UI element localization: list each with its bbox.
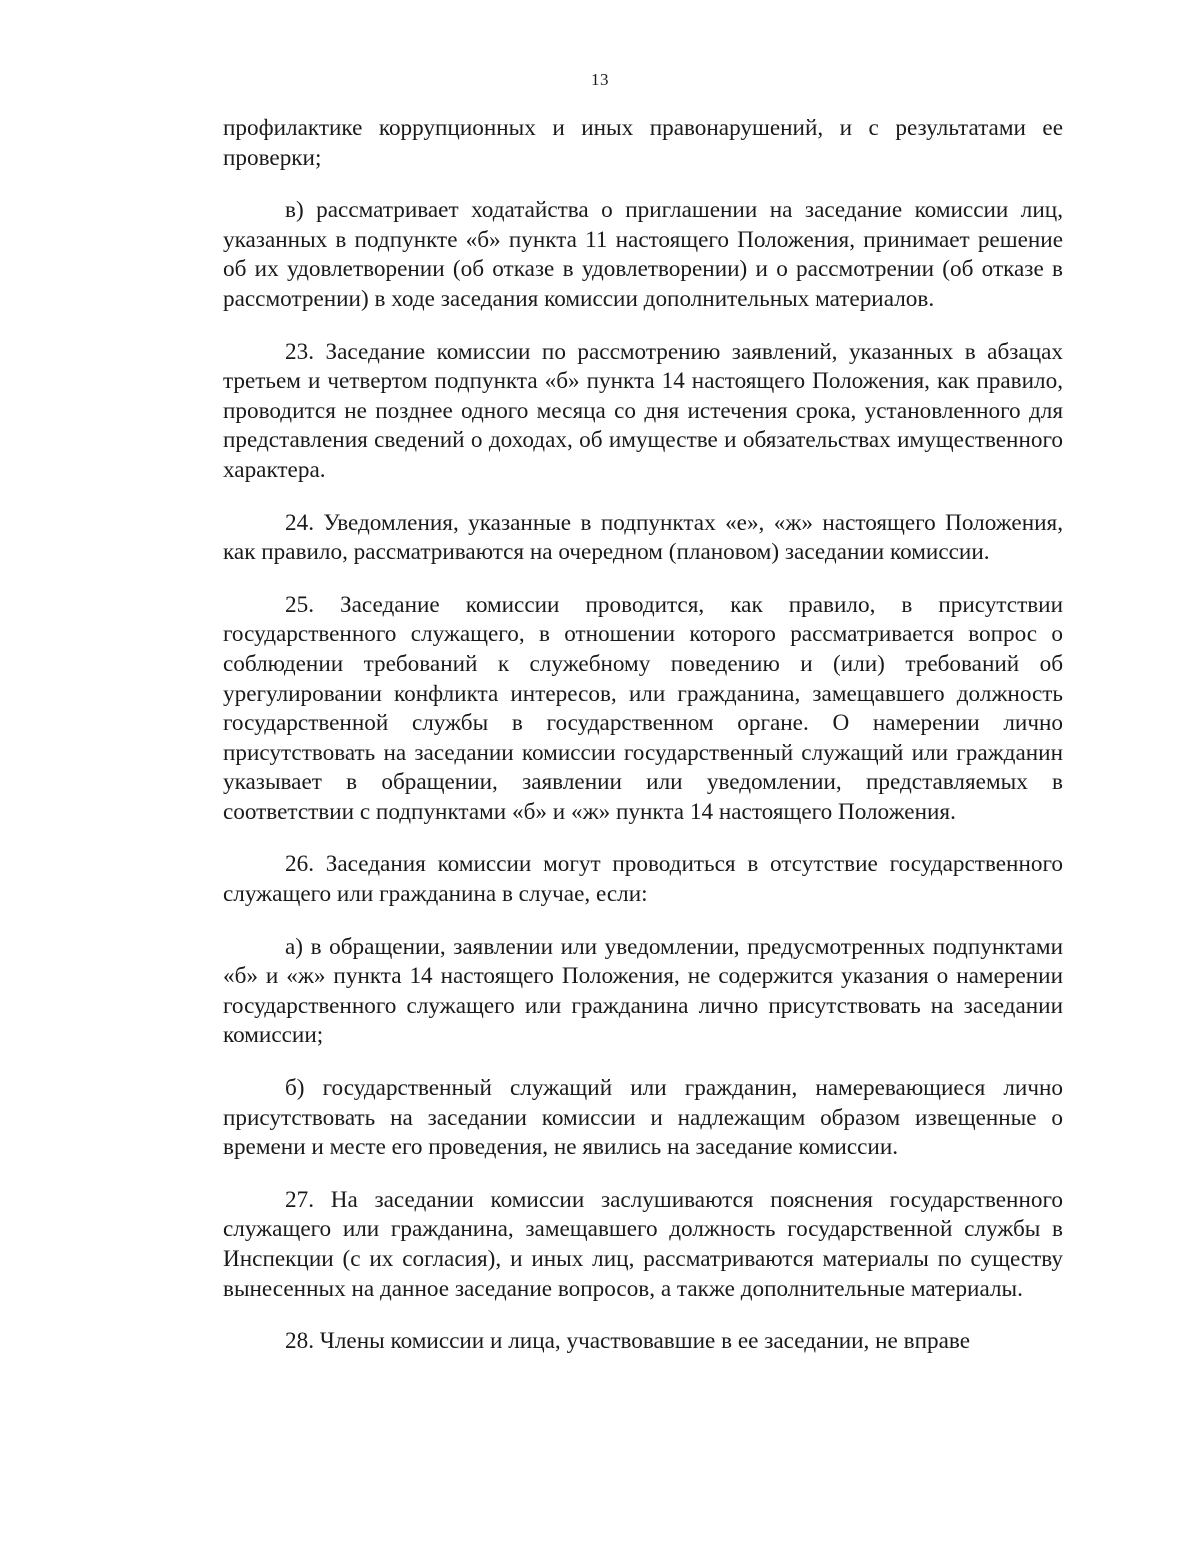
paragraph-25: 25. Заседание комиссии проводится, как правило, в присутствии государственного служащего, в отношении которого рассматривается вопрос о соблюдении требований к служебному поведению и (или) требований об урегулировании конфликта интересов, или гражданина, замещавшего должность государственной службы в государственном органе. О намерении лично присутствовать на заседании комиссии государственный служащий или гражданин указывает в обращении, заявлении или уведомлении, представляемых в соответствии с подпунктами «б» и «ж» пункта 14 настоящего Положения. [223,591,1063,825]
paragraph-26: 26. Заседания комиссии могут проводиться в отсутствие государственного служащего или гражданина в случае, если: [223,851,1063,908]
paragraph-27: 27. На заседании комиссии заслушиваются пояснения государственного служащего или гражданина, замещавшего должность государственной службы в Инспекции (с их согласия), и иных лиц, рассматриваются материалы по существу вынесенных на данное заседание вопросов, а также дополнительные материалы. [223,1186,1063,1302]
paragraph-24: 24. Уведомления, указанные в подпунктах «е», «ж» настоящего Положения, как правило, рассматриваются на очередном (плановом) заседании комиссии. [223,509,1063,566]
page-number: 13 [591,70,609,89]
paragraph-subpoint-v: в) рассматривает ходатайства о приглашении на заседание комиссии лиц, указанных в подпункте «б» пункта 11 настоящего Положения, принимает решение об их удовлетворении (об отказе в удовлетворении) и о рассмотрении (об отказе в рассмотрении) в ходе заседания комиссии дополнительных материалов. [223,197,1063,312]
paragraph-subpoint-b: б) государственный служащий или гражданин, намеревающиеся лично присутствовать на заседании комиссии и надлежащим образом извещенные о времени и месте его проведения, не явились на заседание комиссии. [223,1075,1063,1161]
paragraph-continuation: профилактике коррупционных и иных правонарушений, и с результатами ее проверки; [223,115,1063,171]
paragraph-subpoint-a: а) в обращении, заявлении или уведомлении, предусмотренных подпунктами «б» и «ж» пункта 14 настоящего Положения, не содержится указания о намерении государственного служащего или гражданина лично присутствовать на заседании комиссии; [223,933,1063,1049]
paragraph-23: 23. Заседание комиссии по рассмотрению заявлений, указанных в абзацах третьем и четвертом подпункта «б» пункта 14 настоящего Положения, как правило, проводится не позднее одного месяца со дня истечения срока, установленного для представления сведений о доходах, об имуществе и обязательствах имущественного характера. [223,338,1063,483]
document-body [223,114,1063,1357]
paragraph-28: 28. Члены комиссии и лица, участвовавшие в ее заседании, не вправе [285,1328,970,1355]
